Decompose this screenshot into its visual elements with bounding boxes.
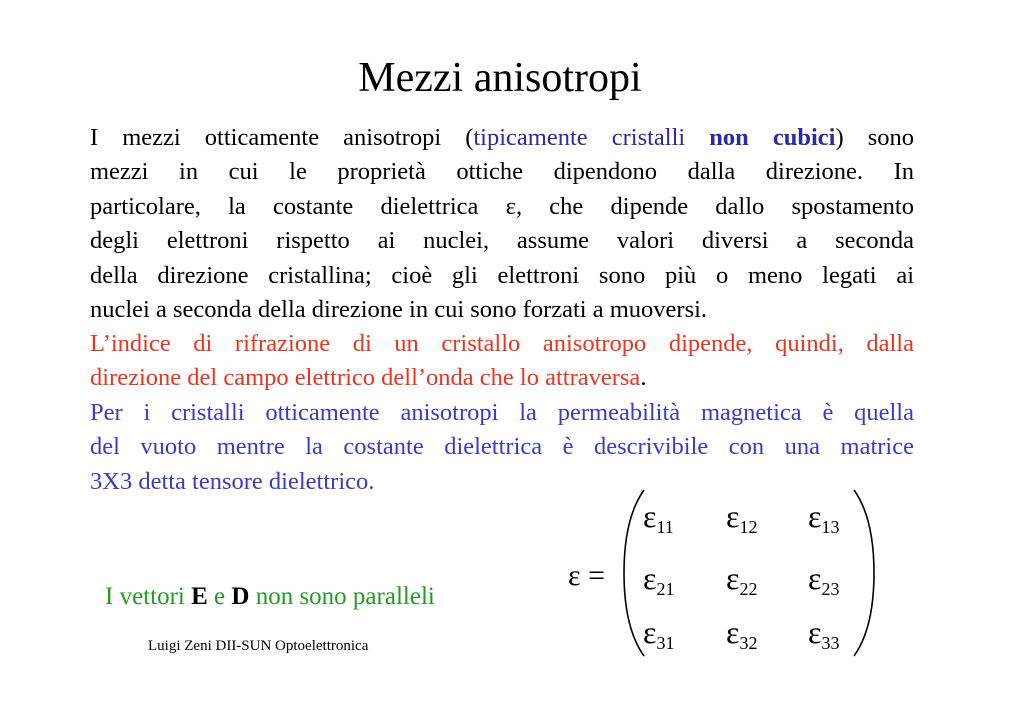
matrix-element-23 — [808, 558, 839, 609]
epsilon-symbol: ε — [726, 560, 740, 596]
vectors-text: e — [207, 583, 232, 610]
matrix-element-32 — [726, 612, 757, 663]
matrix-subscript: 13 — [821, 517, 840, 537]
epsilon-symbol: ε — [726, 498, 740, 534]
intro-line: della direzione cristallina; cioè gli elettroni sono più o meno legati ai — [90, 261, 914, 289]
vectors-text: I vettori — [105, 583, 192, 610]
vectors-note — [105, 580, 435, 614]
matrix-subscript: 12 — [739, 517, 758, 537]
tensor-paragraph — [90, 396, 914, 499]
matrix-element-12 — [726, 496, 757, 547]
red-line — [90, 361, 914, 395]
highlight-text: tipicamente cristalli — [473, 124, 710, 151]
matrix-subscript: 32 — [739, 633, 758, 653]
epsilon-symbol: ε — [726, 614, 740, 650]
intro-line: nuclei a seconda della direzione in cui sono forzati a muoversi. — [90, 296, 708, 324]
matrix-subscript: 21 — [656, 579, 675, 599]
epsilon-symbol: ε — [643, 498, 657, 534]
intro-paragraph — [90, 121, 914, 327]
right-paren — [848, 488, 878, 658]
vector-e: E — [191, 583, 208, 610]
matrix-subscript: 31 — [656, 633, 675, 653]
matrix-element-31 — [643, 612, 674, 663]
red-line: L’indice di rifrazione di un cristallo anisotropo dipende, quindi, dalla — [90, 330, 914, 357]
epsilon-symbol: ε — [808, 498, 822, 534]
matrix-subscript: 23 — [821, 579, 840, 599]
blue-line: 3X3 detta tensore dielettrico. — [90, 467, 375, 495]
blue-line: del vuoto mentre la costante dielettrica è descrivibile con una matrice — [90, 433, 914, 461]
matrix-element-11 — [643, 496, 674, 547]
intro-line: degli elettroni rispetto ai nuclei, assume valori diversi a seconda — [90, 227, 914, 255]
intro-line: particolare, la costante dielettrica ε, che dipende dallo spostamento — [90, 192, 914, 220]
footer-credit: Luigi Zeni DII-SUN Optoelettronica — [148, 638, 369, 654]
intro-text: I mezzi otticamente anisotropi ( — [90, 124, 474, 151]
matrix-element-13 — [808, 496, 839, 547]
matrix-subscript: 11 — [656, 517, 674, 537]
red-line-text: direzione del campo elettrico dell’onda che lo attraversa — [90, 364, 641, 392]
period: . — [640, 364, 647, 392]
matrix-element-21 — [643, 558, 674, 609]
refraction-paragraph — [90, 327, 914, 396]
page-title: Mezzi anisotropi — [358, 55, 642, 101]
epsilon-symbol: ε — [643, 560, 657, 596]
matrix-element-22 — [726, 558, 757, 609]
epsilon-symbol: ε — [808, 560, 822, 596]
matrix-element-33 — [808, 612, 839, 663]
matrix-subscript: 22 — [739, 579, 758, 599]
intro-text: ) sono — [835, 124, 914, 151]
intro-line — [90, 121, 914, 155]
matrix-subscript: 33 — [821, 633, 840, 653]
blue-line: Per i cristalli otticamente anisotropi la permeabilità magnetica è quella — [90, 399, 914, 426]
intro-line: mezzi in cui le proprietà ottiche dipendono dalla direzione. In — [90, 158, 914, 186]
epsilon-symbol: ε — [643, 614, 657, 650]
vectors-text: non sono paralleli — [249, 583, 435, 610]
matrix-lhs: ε = — [568, 559, 606, 592]
non-cubici-text: non cubici — [709, 124, 836, 151]
epsilon-symbol: ε — [808, 614, 822, 650]
vector-d: D — [231, 583, 250, 610]
